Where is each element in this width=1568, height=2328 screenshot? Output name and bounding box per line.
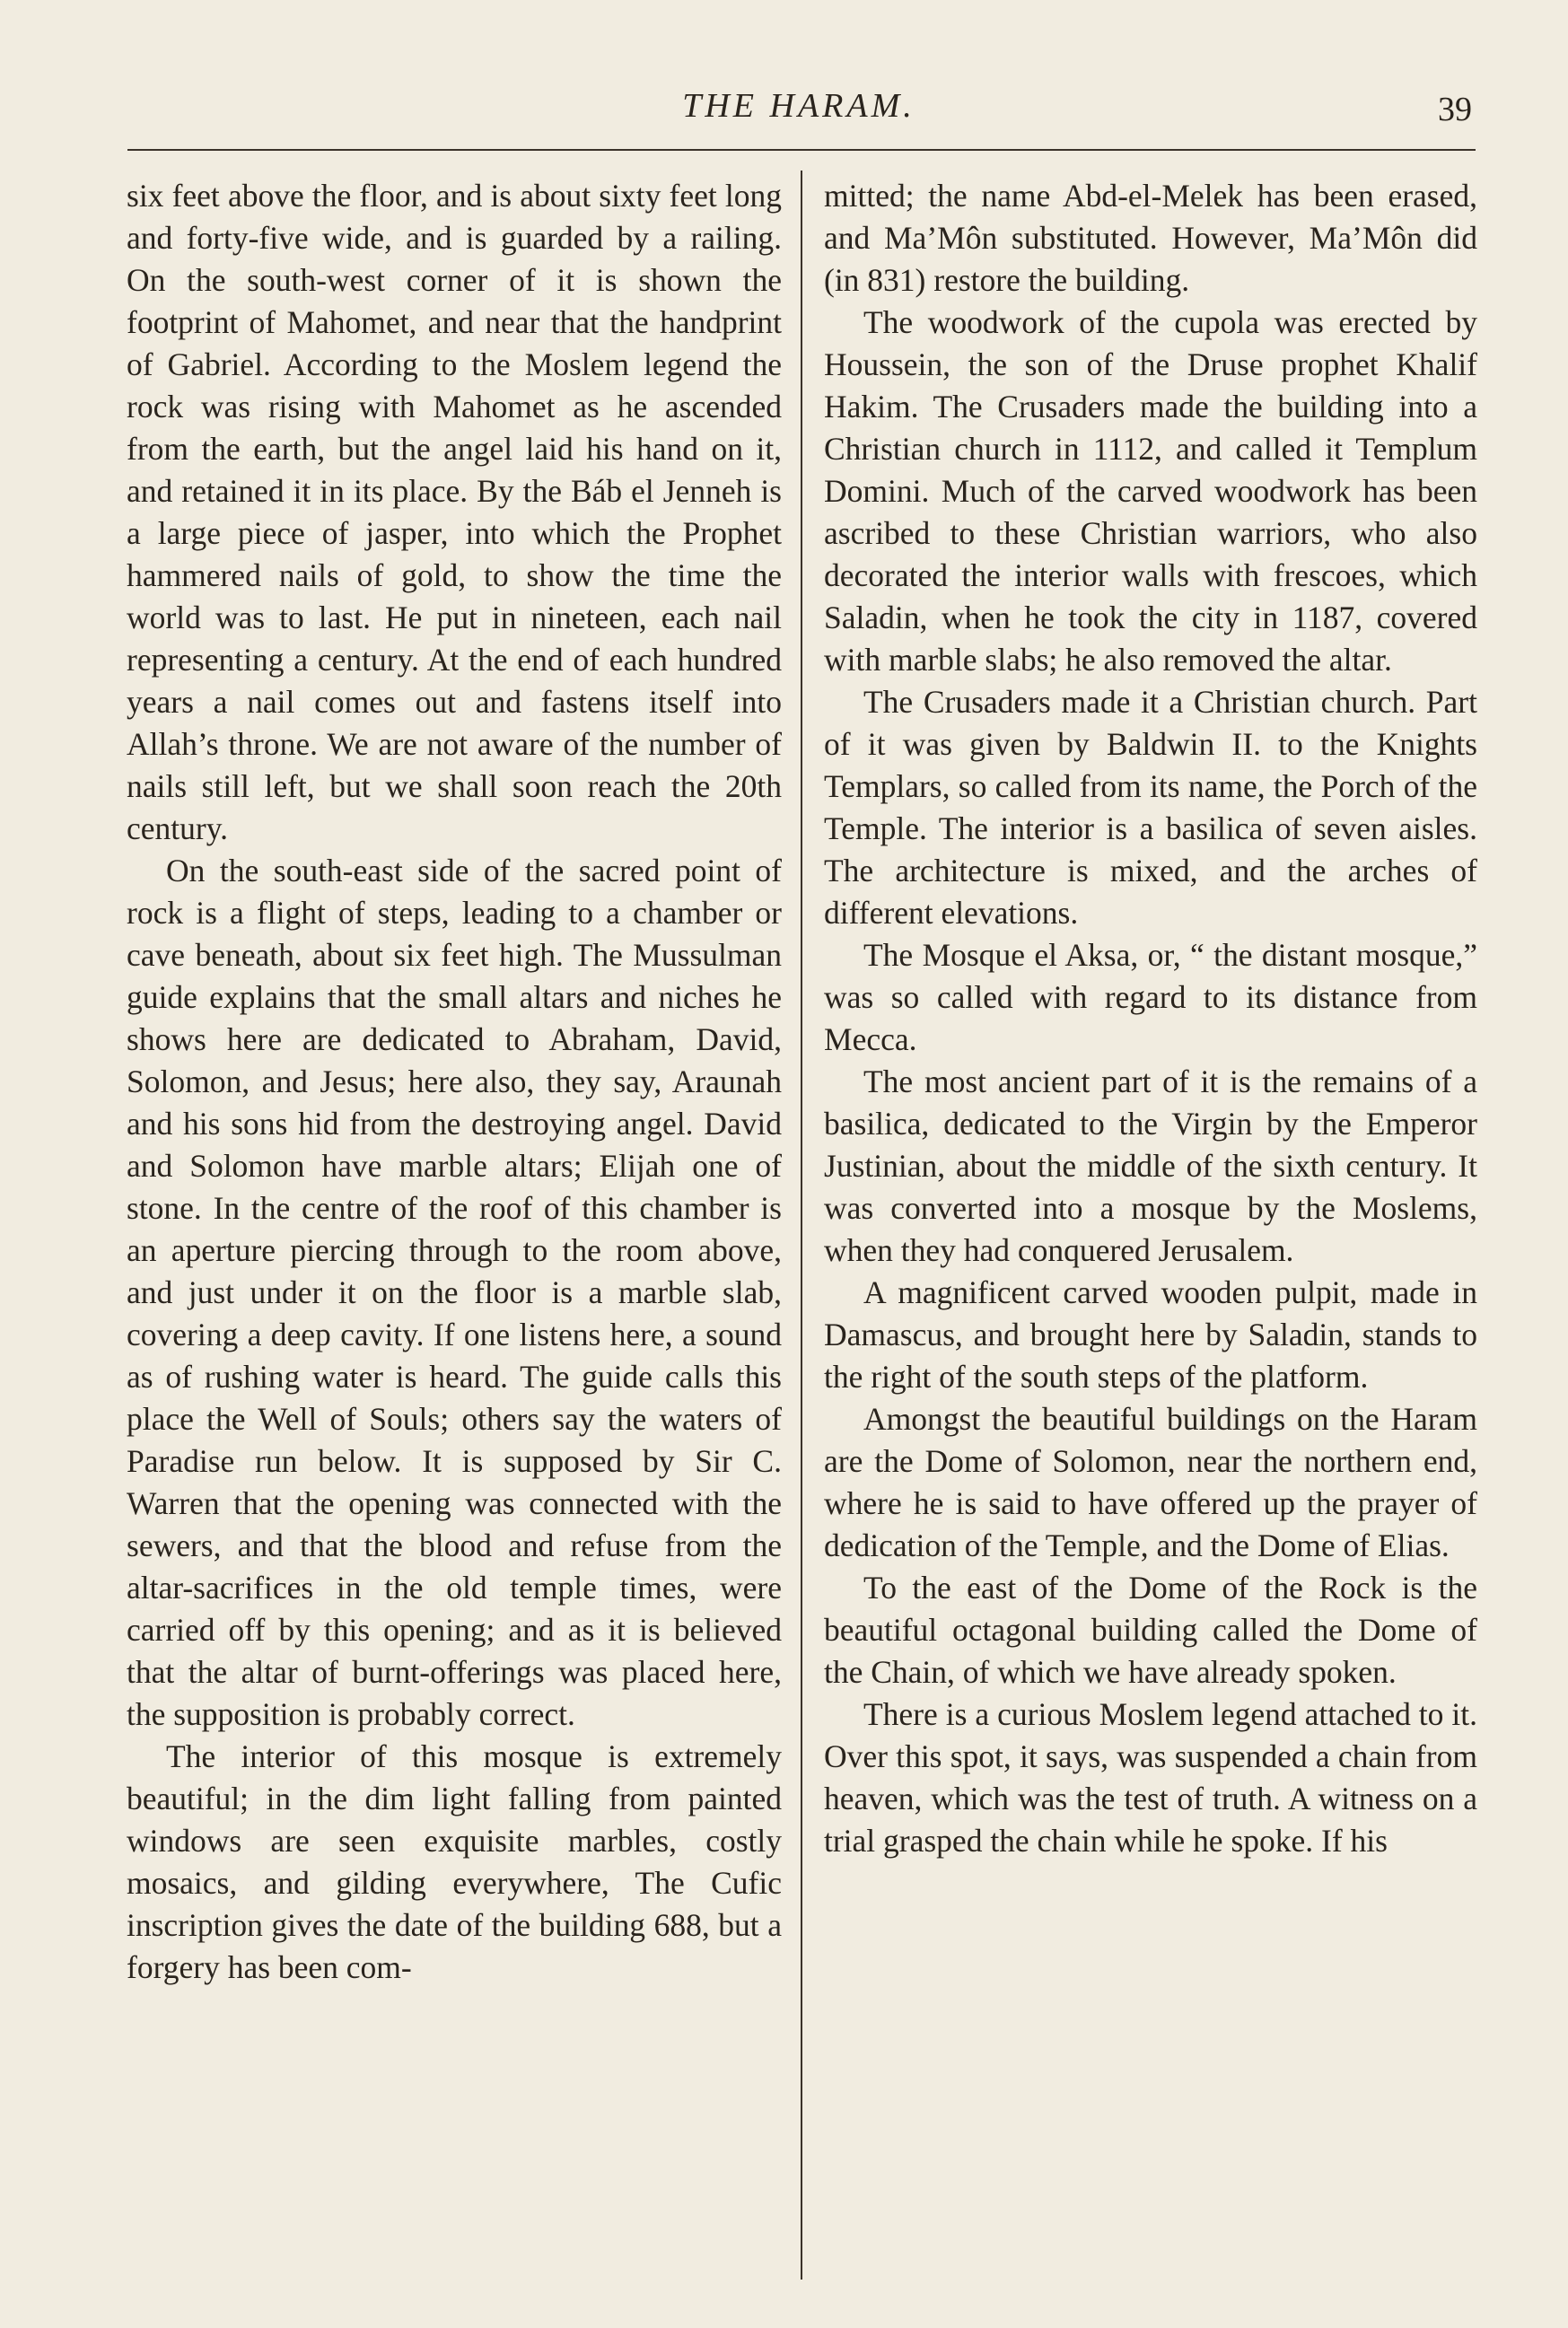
paragraph: The most ancient part of it is the remains of a basilica, dedicated to the Virgin by the Emperor Justinian, about the middle of the sixth century. It was converted into a mosque by the Moslems, when they had conquered Jerusalem. — [824, 1063, 1477, 1268]
paragraph: The Mosque el Aksa, or, “ the distant mosque,” was so called with regard to its distance from Mecca. — [824, 937, 1477, 1057]
paragraph: The Crusaders made it a Christian church. Part of it was given by Baldwin II. to the Knights Templars, so called from its name, the Porch of the Temple. The interior is a basilica of seven aisles. The architecture is mixed, and the arches of different elevations. — [824, 684, 1477, 931]
paragraph: A magnificent carved wooden pulpit, made in Damascus, and brought here by Saladin, stands to the right of the south steps of the platform. — [824, 1274, 1477, 1395]
header-rule — [127, 149, 1476, 151]
paragraph: six feet above the floor, and is about sixty feet long and forty-five wide, and is guarded by a railing. On the south-west corner of it is shown the footprint of Mahomet, and near that the handprint of Gabriel. According to the Moslem legend the rock was rising with Mahomet as he ascended from the earth, but the angel laid his hand on it, and retained it in its place. By the Báb el Jenneh is a large piece of jasper, into which the Prophet hammered nails of gold, to show the time the world was to last. He put in nineteen, each nail representing a century. At the end of each hundred years a nail comes out and fastens itself into Allah’s throne. We are not aware of the number of nails still left, but we shall soon reach the 20th century. — [127, 178, 782, 846]
left-column — [127, 175, 782, 1989]
right-column — [824, 175, 1477, 1862]
paragraph: The woodwork of the cupola was erected by Houssein, the son of the Druse prophet Khalif Hakim. The Crusaders made the building into a Christian church in 1112, and called it Templum Domini. Much of the carved woodwork has been ascribed to these Christian warriors, who also decorated the interior walls with frescoes, which Saladin, when he took the city in 1187, covered with marble slabs; he also removed the altar. — [824, 304, 1477, 678]
page-number: 39 — [1438, 91, 1472, 128]
paragraph: To the east of the Dome of the Rock is the beautiful octagonal building called the Dome of the Chain, of which we have already spoken. — [824, 1570, 1477, 1690]
paragraph: The interior of this mosque is extremely beautiful; in the dim light falling from painted windows are seen exquisite marbles, costly mosaics, and gilding everywhere, The Cufic inscription gives the date of the building 688, but a forgery has been com- — [127, 1738, 782, 1985]
paragraph: mitted; the name Abd-el-Melek has been erased, and Ma’Môn substituted. However, Ma’Môn did (in 831) restore the building. — [824, 178, 1477, 298]
column-divider — [801, 171, 802, 2280]
paragraph: There is a curious Moslem legend attached to it. Over this spot, it says, was suspended a chain from heaven, which was the test of truth. A witness on a trial grasped the chain while he spoke. If his — [824, 1696, 1477, 1859]
paragraph: Amongst the beautiful buildings on the Haram are the Dome of Solomon, near the northern end, where he is said to have offered up the prayer of dedication of the Temple, and the Dome of Elias. — [824, 1401, 1477, 1563]
running-head — [126, 83, 1490, 136]
paragraph: On the south-east side of the sacred point of rock is a flight of steps, leading to a chamber or cave beneath, about six feet high. The Mussulman guide explains that the small altars and niches he shows here are dedicated to Abraham, David, Solomon, and Jesus; here also, they say, Araunah and his sons hid from the destroying angel. David and Solomon have marble altars; Elijah one of stone. In the centre of the roof of this chamber is an aperture piercing through to the room above, and just under it on the floor is a marble slab, covering a deep cavity. If one listens here, a sound as of rushing water is heard. The guide calls this place the Well of Souls; others say the waters of Paradise run below. It is supposed by Sir C. Warren that the opening was connected with the sewers, and that the blood and refuse from the altar-sacrifices in the old temple times, were carried off by this opening; and as it is believed that the altar of burnt-offerings was placed here, the supposition is probably correct. — [127, 853, 782, 1732]
running-title: THE HARAM. — [682, 87, 915, 125]
